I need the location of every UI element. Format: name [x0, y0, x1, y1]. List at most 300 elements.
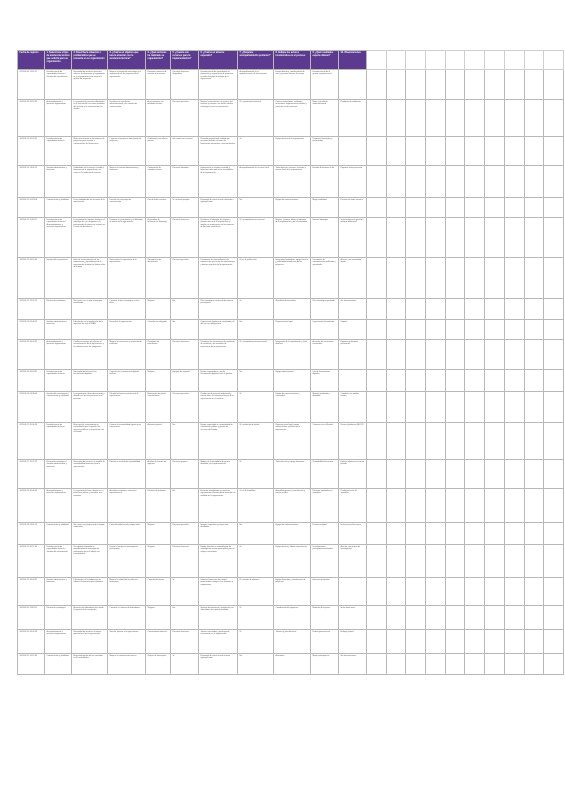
response-cell[interactable]: Ausencia de indicadores para medir el impacto de los proyectos.	[72, 606, 108, 630]
empty-cell[interactable]	[406, 489, 426, 523]
response-cell[interactable]: Sí.	[238, 299, 274, 320]
response-cell[interactable]: Actualizar estatutos y estructura organizacional.	[108, 489, 146, 523]
response-cell[interactable]: Representante legal, equipo administrativo y jurídico de la organización.	[274, 423, 311, 460]
empty-cell[interactable]	[485, 340, 505, 370]
response-cell[interactable]: Nuevos liderazgos.	[311, 218, 339, 258]
response-cell[interactable]: Organización formalizada.	[311, 320, 339, 340]
empty-cell[interactable]	[367, 340, 387, 370]
response-cell[interactable]: Dificultades en la elaboración de informes financieros para donantes.	[72, 578, 108, 606]
response-cell[interactable]: Proyectos formulados y presentados.	[311, 137, 339, 166]
response-cell[interactable]: La organización requiere fortalecer el liderazgo de sus integrantes y la participación de jóvenes y mujeres en la toma de decisiones.	[72, 218, 108, 258]
response-cell[interactable]: Asesoría puntual.	[146, 423, 171, 460]
response-cell[interactable]: Capacitar al equipo en formulación de proyectos.	[108, 137, 146, 166]
empty-cell[interactable]	[485, 423, 505, 460]
empty-cell[interactable]	[504, 198, 524, 218]
empty-cell[interactable]	[504, 423, 524, 460]
empty-cell[interactable]	[367, 137, 387, 166]
empty-cell[interactable]	[367, 320, 387, 340]
empty-cell[interactable]	[406, 137, 426, 166]
response-cell[interactable]: Informes financieros de calidad presentados a tiempo a los donantes y cooperantes.	[199, 578, 238, 606]
timestamp-cell[interactable]: 2023-01-18 10:40:26	[18, 489, 45, 523]
empty-cell[interactable]	[504, 606, 524, 630]
timestamp-cell[interactable]: 2023-01-12 13:27:55	[18, 299, 45, 320]
empty-cell[interactable]	[426, 630, 446, 654]
response-cell[interactable]: Pendiente fecha de asamblea.	[339, 489, 367, 523]
response-cell[interactable]: Acompañamiento a procesos organizativos	[45, 340, 72, 370]
response-cell[interactable]: Sí.	[238, 606, 274, 630]
empty-cell[interactable]	[426, 299, 446, 320]
empty-cell[interactable]	[406, 340, 426, 370]
empty-cell[interactable]	[544, 320, 564, 340]
empty-cell[interactable]	[524, 166, 544, 198]
empty-cell[interactable]	[445, 392, 465, 423]
empty-cell[interactable]	[524, 258, 544, 299]
empty-cell[interactable]	[524, 423, 544, 460]
response-cell[interactable]: Necesidad de formación en herramientas digitales.	[72, 370, 108, 392]
empty-cell[interactable]	[465, 606, 485, 630]
empty-cell[interactable]	[386, 70, 406, 100]
response-cell[interactable]: Uso de herramientas digitales.	[311, 370, 339, 392]
response-cell[interactable]: No.	[238, 654, 274, 675]
empty-cell[interactable]	[544, 523, 564, 545]
timestamp-cell[interactable]: 2023-01-19 14:28:37	[18, 578, 45, 606]
response-cell[interactable]: Diseñar un modelo de sostenibilidad.	[108, 460, 146, 489]
response-cell[interactable]: Sistematizar la experiencia de la organización.	[108, 258, 146, 299]
empty-cell[interactable]	[544, 489, 564, 523]
empty-cell[interactable]	[544, 423, 564, 460]
timestamp-cell[interactable]: 2023-01-17 09:05:58	[18, 423, 45, 460]
empty-cell[interactable]	[465, 370, 485, 392]
timestamp-cell[interactable]: 2023-01-13 16:02:31	[18, 340, 45, 370]
response-cell[interactable]: Equipo capacitado en uso de herramientas digitales para la gestión.	[199, 370, 238, 392]
response-cell[interactable]: Ninguna.	[146, 299, 171, 320]
timestamp-cell[interactable]: 2023-01-12 08:15:40	[18, 258, 45, 299]
empty-cell[interactable]	[544, 137, 564, 166]
empty-cell[interactable]	[524, 578, 544, 606]
response-cell[interactable]: Equipo de comunicaciones.	[274, 198, 311, 218]
empty-header-cell[interactable]	[485, 51, 505, 70]
empty-cell[interactable]	[426, 578, 446, 606]
response-cell[interactable]: Formular proyectos de calidad que permitan acceder a fuentes de financiación nacionales e internacionales.	[199, 137, 238, 166]
response-cell[interactable]: Organización legalmente constituida y al día con sus obligaciones.	[199, 320, 238, 340]
response-cell[interactable]: Análisis de fuentes de ingresos.	[146, 460, 171, 489]
response-cell[interactable]: Debilidades en el manejo contable y financiero de la organización, así como en la rendición de cuentas.	[72, 166, 108, 198]
empty-cell[interactable]	[544, 340, 564, 370]
empty-cell[interactable]	[485, 218, 505, 258]
response-cell[interactable]: Estatutos actualizados y estructura organizacional fortalecida de acuerdo a la realidad de la organización.	[199, 489, 238, 523]
empty-cell[interactable]	[465, 654, 485, 675]
response-cell[interactable]: Planeación estratégica / Gestión administrativa y financiera	[45, 460, 72, 489]
empty-cell[interactable]	[465, 218, 485, 258]
response-cell[interactable]: Fortalecimiento de capacidades técnicas / Gestión del conocimiento	[45, 70, 72, 100]
response-cell[interactable]: Presencia digital.	[311, 523, 339, 545]
response-cell[interactable]: Integrantes fundadores, equipo técnico y comunidad beneficiaria de los proyectos.	[274, 258, 311, 299]
response-cell[interactable]: Jóvenes y junta directiva.	[274, 630, 311, 654]
empty-cell[interactable]	[406, 70, 426, 100]
response-cell[interactable]: Sí, acompañamiento mensual.	[238, 218, 274, 258]
response-cell[interactable]: Sí.	[238, 392, 274, 423]
empty-cell[interactable]	[426, 523, 446, 545]
response-cell[interactable]: Medición de impacto.	[311, 606, 339, 630]
response-cell[interactable]: La organización presenta dificultades en la articulación con otras entidades del territorio y la comunicación con aliados.	[72, 100, 108, 137]
response-cell[interactable]: Grupos de mensajería.	[146, 654, 171, 675]
empty-cell[interactable]	[406, 545, 426, 578]
response-cell[interactable]: Conocer la normatividad vigente para contratación.	[108, 423, 146, 460]
response-cell[interactable]: Gestión del conocimiento / Comunicación y visibilidad	[45, 392, 72, 423]
response-cell[interactable]	[339, 370, 367, 392]
empty-cell[interactable]	[504, 523, 524, 545]
response-cell[interactable]: La organización busca fortalecer su estructura interna y actualizar sus estatutos.	[72, 489, 108, 523]
empty-cell[interactable]	[386, 460, 406, 489]
empty-cell[interactable]	[465, 630, 485, 654]
empty-cell[interactable]	[465, 166, 485, 198]
empty-cell[interactable]	[465, 423, 485, 460]
timestamp-cell[interactable]: 2023-01-17 15:22:13	[18, 460, 45, 489]
response-cell[interactable]: Articular con grupos de investigación.	[339, 545, 367, 578]
response-cell[interactable]: Sí.	[238, 630, 274, 654]
response-cell[interactable]: Incluir línea base.	[339, 606, 367, 630]
empty-cell[interactable]	[524, 299, 544, 320]
response-cell[interactable]: Sí.	[171, 654, 199, 675]
empty-cell[interactable]	[406, 320, 426, 340]
empty-cell[interactable]	[386, 166, 406, 198]
response-cell[interactable]: Fortalecimiento de capacidades en planeación y seguimiento de proyectos en todo el equipo de trabajo de la organización.	[199, 70, 238, 100]
empty-cell[interactable]	[406, 423, 426, 460]
response-cell[interactable]: Fortalecimiento de capacidades técnicas / Gestión del conocimiento	[45, 545, 72, 578]
empty-cell[interactable]	[485, 654, 505, 675]
empty-cell[interactable]	[465, 340, 485, 370]
response-cell[interactable]: Promover la participación y el liderazgo al interior de la organización.	[108, 218, 146, 258]
response-cell[interactable]: Mejorar la convivencia y resolución de conflictos.	[108, 340, 146, 370]
response-cell[interactable]: La organización desea documentar y difundir sus buenas prácticas en el territorio.	[72, 392, 108, 423]
response-cell[interactable]: Sí.	[238, 137, 274, 166]
empty-cell[interactable]	[524, 320, 544, 340]
empty-cell[interactable]	[406, 198, 426, 218]
response-cell[interactable]: Equipo técnico y líderes comunitarios.	[274, 545, 311, 578]
empty-header-cell[interactable]	[445, 51, 465, 70]
empty-cell[interactable]	[426, 137, 446, 166]
response-cell[interactable]: Sí, en la asamblea.	[238, 489, 274, 523]
timestamp-cell[interactable]: 2023-01-20 11:03:52	[18, 606, 45, 630]
empty-cell[interactable]	[485, 258, 505, 299]
empty-cell[interactable]	[386, 340, 406, 370]
response-cell[interactable]: No.	[171, 423, 199, 460]
response-cell[interactable]: Estrategia de comunicación diseñada e implementada.	[199, 198, 238, 218]
response-cell[interactable]: Sí, en la publicación.	[238, 258, 274, 299]
response-cell[interactable]: Comunicación y visibilidad	[45, 198, 72, 218]
empty-cell[interactable]	[386, 100, 406, 137]
response-cell[interactable]: Planeación estratégica	[45, 606, 72, 630]
empty-cell[interactable]	[386, 392, 406, 423]
response-cell[interactable]: Mejorar la calidad de los informes financieros.	[108, 578, 146, 606]
response-cell[interactable]: Documento de sistematización de experiencias que recoja los aprendizajes y buenas prácticas de la organización.	[199, 258, 238, 299]
response-cell[interactable]: Equipo formado en metodologías de investigación acción participativa para el trabajo comunitario.	[199, 545, 238, 578]
response-cell[interactable]: Sí, recursos propios.	[171, 198, 199, 218]
response-cell[interactable]: Pendiente de validación.	[339, 100, 367, 137]
response-cell[interactable]: Reuniones de conciliación.	[146, 340, 171, 370]
empty-cell[interactable]	[367, 70, 387, 100]
empty-cell[interactable]	[367, 299, 387, 320]
response-cell[interactable]: Investigaciones participativas realizadas.	[311, 545, 339, 578]
response-cell[interactable]: Gestión administrativa y financiera	[45, 166, 72, 198]
response-cell[interactable]: Asamblea de asociados.	[274, 299, 311, 320]
response-cell[interactable]: Baja participación de los asociados en las actividades.	[72, 654, 108, 675]
empty-cell[interactable]	[386, 320, 406, 340]
timestamp-cell[interactable]: 2023-01-23 10:12:44	[18, 654, 45, 675]
empty-cell[interactable]	[386, 370, 406, 392]
empty-cell[interactable]	[406, 630, 426, 654]
response-cell[interactable]: Sí.	[171, 578, 199, 606]
response-cell[interactable]: Requiere visita presencial.	[339, 166, 367, 198]
response-cell[interactable]: Plan estratégico construido de manera participativa.	[199, 299, 238, 320]
empty-cell[interactable]	[504, 340, 524, 370]
timestamp-cell[interactable]: 2023-01-10 09:22:45	[18, 137, 45, 166]
response-cell[interactable]: Acompañamiento en el cierre fiscal.	[238, 166, 274, 198]
response-cell[interactable]: Falta de sistematización de las experiencias y aprendizajes de la organización durante los últimos años de trabajo.	[72, 258, 108, 299]
empty-cell[interactable]	[504, 370, 524, 392]
empty-cell[interactable]	[445, 630, 465, 654]
response-cell[interactable]: No.	[238, 198, 274, 218]
empty-cell[interactable]	[544, 70, 564, 100]
response-cell[interactable]: Acompañamiento a procesos organizativos	[45, 100, 72, 137]
response-cell[interactable]: Contratación de contador externo.	[146, 166, 171, 198]
response-cell[interactable]: Poca visibilidad de las acciones de la organización.	[72, 198, 108, 218]
empty-cell[interactable]	[504, 630, 524, 654]
empty-cell[interactable]	[386, 578, 406, 606]
response-cell[interactable]: Se requiere formación en metodologías de investigación participativa para el trabajo con comunidades.	[72, 545, 108, 578]
empty-cell[interactable]	[406, 460, 426, 489]
empty-cell[interactable]	[485, 100, 505, 137]
response-cell[interactable]: Fortalecimiento de capacidades técnicas	[45, 423, 72, 460]
empty-cell[interactable]	[465, 460, 485, 489]
empty-cell[interactable]	[544, 218, 564, 258]
empty-cell[interactable]	[367, 218, 387, 258]
response-cell[interactable]: Relevo generacional.	[311, 630, 339, 654]
response-cell[interactable]: Equipo de comunicaciones.	[274, 523, 311, 545]
empty-cell[interactable]	[544, 578, 564, 606]
empty-cell[interactable]	[485, 578, 505, 606]
empty-cell[interactable]	[485, 460, 505, 489]
empty-cell[interactable]	[367, 489, 387, 523]
response-cell[interactable]: Planeación estratégica	[45, 299, 72, 320]
empty-cell[interactable]	[524, 198, 544, 218]
empty-cell[interactable]	[485, 630, 505, 654]
empty-cell[interactable]	[465, 258, 485, 299]
empty-cell[interactable]	[465, 137, 485, 166]
empty-cell[interactable]	[445, 218, 465, 258]
response-cell[interactable]: Recursos humanos.	[171, 545, 199, 578]
empty-cell[interactable]	[445, 460, 465, 489]
response-cell[interactable]: No.	[238, 370, 274, 392]
empty-cell[interactable]	[485, 198, 505, 218]
empty-cell[interactable]	[445, 654, 465, 675]
empty-cell[interactable]	[426, 340, 446, 370]
response-cell[interactable]: Equipo capacitado en normatividad de contratación pública y gestión de recursos del Estado.	[199, 423, 238, 460]
timestamp-cell[interactable]: 2023-01-18 16:11:49	[18, 523, 45, 545]
empty-cell[interactable]	[485, 545, 505, 578]
empty-cell[interactable]	[426, 166, 446, 198]
response-cell[interactable]: Dificultades en la legalización de la organización ante la DIAN.	[72, 320, 108, 340]
empty-header-cell[interactable]	[406, 51, 426, 70]
empty-cell[interactable]	[524, 460, 544, 489]
response-cell[interactable]: Necesidad de construir un modelo de sostenibilidad financiera para la organización.	[72, 460, 108, 489]
empty-cell[interactable]	[406, 370, 426, 392]
empty-cell[interactable]	[465, 578, 485, 606]
empty-cell[interactable]	[426, 423, 446, 460]
empty-cell[interactable]	[386, 630, 406, 654]
response-cell[interactable]: Sí, acompañamiento psicosocial.	[238, 340, 274, 370]
empty-cell[interactable]	[465, 392, 485, 423]
response-cell[interactable]: Acuerdos de convivencia construidos.	[311, 340, 339, 370]
response-cell[interactable]: Equipo administrativo.	[274, 370, 311, 392]
response-cell[interactable]: Material producido y difundido.	[311, 392, 339, 423]
empty-cell[interactable]	[465, 320, 485, 340]
empty-cell[interactable]	[504, 258, 524, 299]
response-cell[interactable]: Acompañamiento a procesos organizativos	[45, 630, 72, 654]
response-cell[interactable]: Reuniones internas de revisión de procesos.	[146, 70, 171, 100]
empty-cell[interactable]	[445, 606, 465, 630]
empty-cell[interactable]	[504, 100, 524, 137]
empty-cell[interactable]	[445, 166, 465, 198]
response-cell[interactable]: No.	[171, 606, 199, 630]
response-cell[interactable]: Mejorar el sistema administrativo y financiero.	[108, 166, 146, 198]
response-cell[interactable]: Sí.	[238, 545, 274, 578]
response-cell[interactable]: Representante legal.	[274, 320, 311, 340]
response-cell[interactable]: Enfoque juvenil.	[339, 630, 367, 654]
empty-cell[interactable]	[465, 523, 485, 545]
response-cell[interactable]: Equipos de cómputo.	[171, 370, 199, 392]
empty-cell[interactable]	[367, 392, 387, 423]
response-cell[interactable]: Implementar un sistema contable y financiero adecuado a las necesidades de la organización.	[199, 166, 238, 198]
response-cell[interactable]: No.	[238, 523, 274, 545]
empty-cell[interactable]	[426, 606, 446, 630]
empty-cell[interactable]	[445, 70, 465, 100]
empty-cell[interactable]	[426, 489, 446, 523]
response-cell[interactable]: Recursos propios.	[171, 460, 199, 489]
empty-cell[interactable]	[386, 218, 406, 258]
response-cell[interactable]: Jóvenes vinculados y participando activamente en la organización.	[199, 630, 238, 654]
response-cell[interactable]: Equipo de comunicaciones y comunidad.	[274, 392, 311, 423]
response-cell[interactable]: Sin observaciones.	[339, 654, 367, 675]
response-cell[interactable]: Encuentros de formación en liderazgo.	[146, 218, 171, 258]
response-cell[interactable]: Plan estratégico aprobado.	[311, 299, 339, 320]
empty-cell[interactable]	[426, 70, 446, 100]
empty-cell[interactable]	[367, 100, 387, 137]
empty-cell[interactable]	[386, 654, 406, 675]
empty-header-cell[interactable]	[544, 51, 564, 70]
timestamp-cell[interactable]: 2023-01-10 14:05:12	[18, 166, 45, 198]
empty-cell[interactable]	[406, 654, 426, 675]
response-cell[interactable]: Sí.	[238, 460, 274, 489]
response-cell[interactable]: Formar al equipo en investigación participativa.	[108, 545, 146, 578]
empty-cell[interactable]	[504, 218, 524, 258]
empty-cell[interactable]	[367, 258, 387, 299]
response-cell[interactable]: Mayor articulación interinstitucional.	[311, 100, 339, 137]
response-cell[interactable]: Gestión del conocimiento	[45, 258, 72, 299]
empty-cell[interactable]	[426, 392, 446, 423]
empty-cell[interactable]	[426, 218, 446, 258]
empty-cell[interactable]	[524, 654, 544, 675]
empty-cell[interactable]	[524, 218, 544, 258]
empty-cell[interactable]	[485, 70, 505, 100]
response-cell[interactable]: Ninguna.	[146, 523, 171, 545]
empty-cell[interactable]	[524, 606, 544, 630]
empty-cell[interactable]	[544, 166, 564, 198]
response-cell[interactable]: Recursos parciales.	[171, 258, 199, 299]
empty-cell[interactable]	[445, 320, 465, 340]
empty-cell[interactable]	[445, 370, 465, 392]
empty-cell[interactable]	[504, 578, 524, 606]
empty-cell[interactable]	[544, 198, 564, 218]
response-cell[interactable]: Coordinación de proyectos.	[274, 606, 311, 630]
empty-cell[interactable]	[426, 100, 446, 137]
response-cell[interactable]: Urgente.	[339, 320, 367, 340]
empty-cell[interactable]	[386, 545, 406, 578]
response-cell[interactable]: No.	[238, 320, 274, 340]
empty-cell[interactable]	[445, 299, 465, 320]
response-cell[interactable]: Imagen corporativa y página web diseñadas.	[199, 523, 238, 545]
empty-cell[interactable]	[445, 100, 465, 137]
empty-cell[interactable]	[544, 654, 564, 675]
response-cell[interactable]: Asamblea general, junta directiva y asesor jurídico.	[274, 489, 311, 523]
timestamp-cell[interactable]: 2023-01-19 09:57:04	[18, 545, 45, 578]
response-cell[interactable]: Revisar plataforma SECOP.	[339, 423, 367, 460]
response-cell[interactable]: Recursos parciales.	[171, 523, 199, 545]
empty-cell[interactable]	[426, 545, 446, 578]
empty-cell[interactable]	[544, 630, 564, 654]
response-cell[interactable]: Comunicación y visibilidad	[45, 654, 72, 675]
response-cell[interactable]: Fortalecimiento de capacidades técnicas / Acompañamiento a procesos organizativos	[45, 218, 72, 258]
empty-cell[interactable]	[485, 320, 505, 340]
empty-cell[interactable]	[465, 489, 485, 523]
empty-cell[interactable]	[524, 392, 544, 423]
empty-cell[interactable]	[445, 198, 465, 218]
response-cell[interactable]: Fortalecimiento de capacidades técnicas	[45, 370, 72, 392]
empty-cell[interactable]	[426, 198, 446, 218]
response-cell[interactable]: Sostenibilidad financiera.	[311, 460, 339, 489]
empty-cell[interactable]	[445, 340, 465, 370]
response-cell[interactable]: Gestión administrativa y financiera	[45, 320, 72, 340]
empty-header-cell[interactable]	[367, 51, 387, 70]
empty-cell[interactable]	[386, 258, 406, 299]
response-cell[interactable]: No.	[171, 320, 199, 340]
empty-cell[interactable]	[386, 299, 406, 320]
response-cell[interactable]: Mejorar la planeación estratégica y el seguimiento de los proyectos de la organización.	[108, 70, 146, 100]
response-cell[interactable]: Estatutos aprobados en asamblea.	[311, 489, 339, 523]
empty-cell[interactable]	[485, 606, 505, 630]
empty-cell[interactable]	[406, 100, 426, 137]
empty-cell[interactable]	[445, 137, 465, 166]
response-cell[interactable]: No cuenta con recursos.	[171, 137, 199, 166]
response-cell[interactable]: Crear identidad visual y página web.	[108, 523, 146, 545]
empty-cell[interactable]	[426, 654, 446, 675]
empty-header-cell[interactable]	[426, 51, 446, 70]
response-cell[interactable]: Integrantes de la organización y junta directiva.	[274, 340, 311, 370]
response-cell[interactable]: Mujeres, jóvenes, líderes y lideresas de la organización y de la comunidad.	[274, 218, 311, 258]
response-cell[interactable]: Estados financieros al día.	[311, 166, 339, 198]
empty-cell[interactable]	[544, 100, 564, 137]
response-cell[interactable]: Recursos humanos disponibles.	[171, 70, 199, 100]
response-cell[interactable]: Consulta con abogado.	[146, 320, 171, 340]
response-cell[interactable]: Recursos limitados.	[171, 166, 199, 198]
response-cell[interactable]: Ninguna.	[146, 370, 171, 392]
empty-cell[interactable]	[524, 489, 544, 523]
response-cell[interactable]: Modelo de sostenibilidad financiera diseñado y en implementación.	[199, 460, 238, 489]
response-cell[interactable]: Recopilación de documentos.	[146, 258, 171, 299]
timestamp-cell[interactable]: 2023-01-13 09:44:19	[18, 320, 45, 340]
empty-cell[interactable]	[504, 70, 524, 100]
response-cell[interactable]: Formalizar la organización.	[108, 320, 146, 340]
